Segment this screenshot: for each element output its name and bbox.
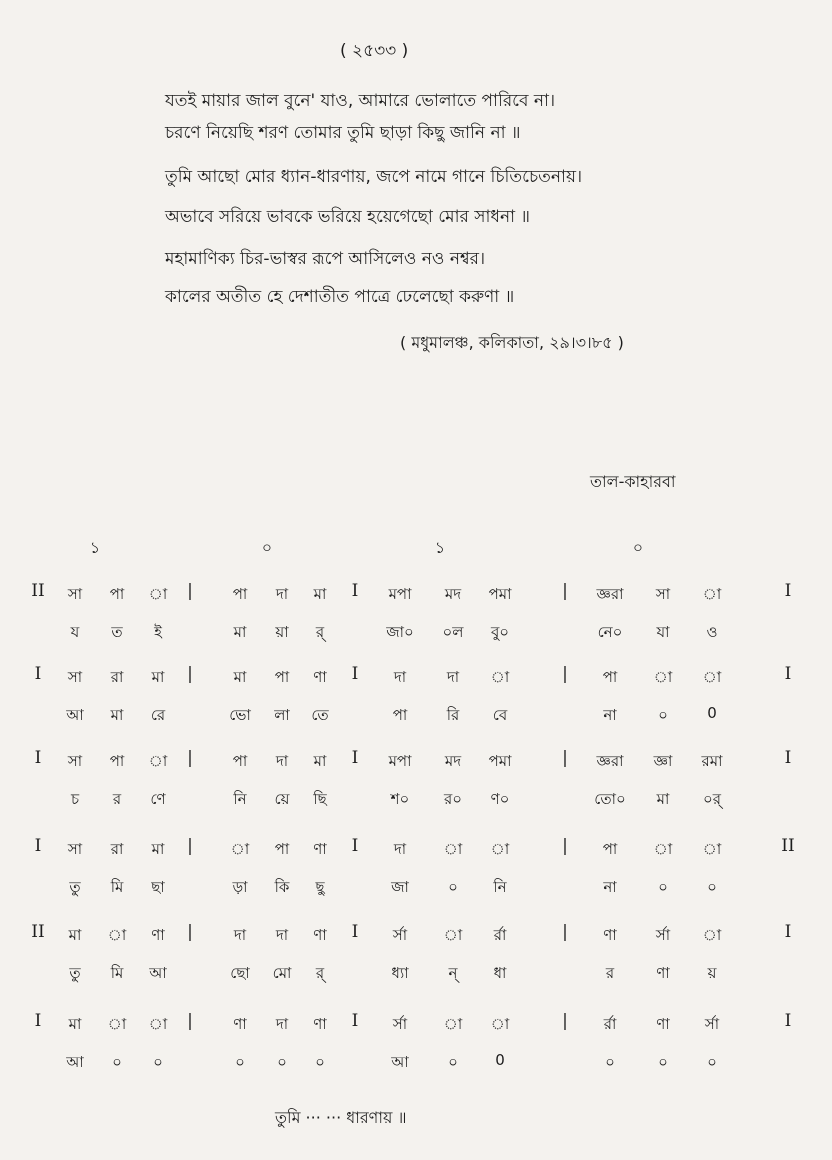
swara-note: া (443, 926, 463, 944)
lyric-syllable: 0 (707, 704, 717, 722)
swara-note: া (230, 840, 250, 858)
swara-note: া (148, 752, 168, 770)
lyric-syllable: বু০ (490, 623, 510, 641)
lyric-syllable: ০ (658, 706, 668, 724)
lyric-syllable: আ (66, 706, 84, 724)
lyric-syllable: ০ (315, 1053, 325, 1071)
lyric-syllable: ছা (151, 878, 165, 896)
swara-note: মপা (388, 752, 412, 770)
bar-line: II (31, 581, 45, 601)
lyric-line: তুমি আছো মোর ধ্যান-ধারণায়, জপে নামে গানে চিতিচেতনায়। (165, 167, 583, 187)
bar-line: I (34, 748, 42, 768)
lyric-line: অভাবে সরিয়ে ভাবকে ভরিয়ে হয়েগেছো মোর সাধনা ॥ (165, 207, 531, 227)
swara-note: মদ (444, 585, 462, 603)
lyric-syllable: য় (707, 964, 717, 982)
closing-line: তুমি ··· ··· ধারণায় ॥ (275, 1108, 407, 1127)
lyric-syllable: র (605, 964, 615, 982)
swara-note: মা (313, 585, 327, 603)
lyric-syllable: ০র্ (702, 790, 722, 808)
bar-line: | (187, 1011, 193, 1031)
swara-note: সা (67, 585, 83, 603)
bar-line: I (34, 836, 42, 856)
lyric-syllable: রি (446, 706, 460, 724)
swara-note: পা (274, 668, 290, 686)
lyric-syllable: পা (392, 706, 408, 724)
beat-marker: ১ (434, 538, 446, 557)
bar-line: I (784, 1011, 792, 1031)
beat-marker: ০ (632, 538, 644, 557)
beat-marker: ১ (89, 538, 101, 557)
bar-line: I (784, 748, 792, 768)
lyric-syllable: র (112, 790, 122, 808)
swara-note: া (653, 668, 673, 686)
lyric-syllable: আ (149, 964, 167, 982)
lyric-syllable: ০ (277, 1053, 287, 1071)
lyric-syllable: য়া (275, 623, 289, 641)
swara-note: র্সা (704, 1015, 720, 1033)
bar-line: II (781, 836, 795, 856)
swara-note: া (653, 840, 673, 858)
lyric-syllable: ছি (313, 790, 327, 808)
swara-note: দা (393, 840, 407, 858)
swara-note: া (148, 1015, 168, 1033)
lyric-syllable: মো (272, 964, 292, 982)
swara-note: জ্ঞরা (596, 752, 624, 770)
bar-line: | (187, 922, 193, 942)
lyric-syllable: ০ (658, 1053, 668, 1071)
lyric-syllable: র্ (315, 964, 325, 982)
bar-line: | (562, 581, 568, 601)
bar-line: | (187, 664, 193, 684)
swara-note: সা (67, 840, 83, 858)
tala-label: তাল-কাহারবা (590, 472, 676, 491)
lyric-syllable: ণ০ (490, 790, 510, 808)
lyric-syllable: য (70, 623, 80, 641)
lyric-syllable: ত (111, 623, 123, 641)
swara-note: রমা (701, 752, 723, 770)
lyric-syllable: ০ (235, 1053, 245, 1071)
lyric-syllable: মি (110, 964, 124, 982)
lyric-syllable: য়ে (274, 790, 290, 808)
swara-note: া (443, 1015, 463, 1033)
lyric-syllable: ০ (658, 878, 668, 896)
swara-note: পা (602, 840, 618, 858)
swara-note: সা (67, 752, 83, 770)
lyric-syllable: ই (154, 623, 162, 641)
lyric-syllable: ছো (230, 964, 250, 982)
lyric-syllable: তু (69, 878, 81, 896)
lyric-syllable: ০ (707, 878, 717, 896)
swara-note: পা (232, 752, 248, 770)
bar-line: II (31, 922, 45, 942)
swara-note: পা (602, 668, 618, 686)
lyric-line: কালের অতীত হে দেশাতীত পাত্রে ঢেলেছো করুণা ॥ (165, 287, 515, 307)
swara-note: সা (655, 585, 671, 603)
swara-note: ণা (313, 1015, 327, 1033)
swara-note: র্সা (655, 926, 671, 944)
lyric-syllable: জা (391, 878, 409, 896)
swara-note: পা (274, 840, 290, 858)
swara-note: র্সা (392, 926, 408, 944)
swara-note: া (443, 840, 463, 858)
lyric-syllable: নি (233, 790, 247, 808)
lyric-syllable: মা (110, 706, 124, 724)
swara-note: মা (68, 1015, 82, 1033)
page-number: ( ২৫৩৩ ) (340, 41, 409, 61)
swara-note: ণা (313, 840, 327, 858)
lyric-syllable: মা (233, 623, 247, 641)
lyric-syllable: নি (493, 878, 507, 896)
bar-line: I (351, 748, 359, 768)
lyric-syllable: ০ (605, 1053, 615, 1071)
swara-note: র্সা (392, 1015, 408, 1033)
lyric-syllable: মি (110, 878, 124, 896)
swara-note: ণা (151, 926, 165, 944)
swara-note: পমা (488, 752, 512, 770)
lyric-line: চরণে নিয়েছি শরণ তোমার তুমি ছাড়া কিছু জানি না ॥ (165, 123, 521, 143)
lyric-syllable: বে (492, 706, 508, 724)
lyric-syllable: না (603, 706, 617, 724)
lyric-line: যতই মায়ার জাল বুনে' যাও, আমারে ভোলাতে পারিবে না। (165, 91, 556, 111)
lyric-syllable: আ (66, 1053, 84, 1071)
lyric-syllable: ণে (150, 790, 166, 808)
bar-line: | (187, 581, 193, 601)
swara-note: দা (275, 1015, 289, 1033)
swara-note: া (490, 840, 510, 858)
swara-note: মা (233, 668, 247, 686)
swara-note: দা (275, 926, 289, 944)
lyric-syllable: র্ (315, 623, 325, 641)
swara-note: ণা (656, 1015, 670, 1033)
lyric-syllable: তো০ (594, 790, 626, 808)
swara-note: জ্ঞরা (596, 585, 624, 603)
lyric-syllable: র০ (443, 790, 463, 808)
swara-note: র্রা (493, 926, 507, 944)
bar-line: I (351, 664, 359, 684)
swara-note: মা (151, 840, 165, 858)
source-citation: ( মধুমালঞ্চ, কলিকাতা, ২৯।৩।৮৫ ) (400, 333, 624, 352)
swara-note: পা (109, 585, 125, 603)
swara-note: মদ (444, 752, 462, 770)
swara-note: া (490, 668, 510, 686)
lyric-syllable: নে০ (597, 623, 623, 641)
swara-note: জ্ঞা (653, 752, 673, 770)
bar-line: | (562, 748, 568, 768)
bar-line: | (187, 836, 193, 856)
lyric-syllable: ন্ (448, 964, 458, 982)
swara-note: া (702, 840, 722, 858)
lyric-syllable: ধা (493, 964, 507, 982)
swara-note: মা (68, 926, 82, 944)
lyric-syllable: লা (274, 706, 290, 724)
bar-line: I (351, 836, 359, 856)
swara-note: মা (313, 752, 327, 770)
swara-note: া (702, 926, 722, 944)
swara-note: দা (233, 926, 247, 944)
lyric-line: মহামাণিক্য চির-ভাস্বর রূপে আসিলেও নও নশ্বর। (165, 249, 486, 269)
swara-note: ণা (233, 1015, 247, 1033)
lyric-syllable: ০ (112, 1053, 122, 1071)
swara-note: রা (110, 840, 124, 858)
lyric-syllable: ও (706, 623, 718, 641)
bar-line: I (351, 581, 359, 601)
bar-line: I (784, 664, 792, 684)
lyric-syllable: ০ (448, 878, 458, 896)
lyric-syllable: ০ (707, 1053, 717, 1071)
bar-line: I (784, 922, 792, 942)
bar-line: | (562, 922, 568, 942)
swara-note: া (107, 926, 127, 944)
swara-note: পা (109, 752, 125, 770)
swara-note: া (107, 1015, 127, 1033)
lyric-syllable: মা (656, 790, 670, 808)
swara-note: া (702, 585, 722, 603)
bar-line: | (562, 1011, 568, 1031)
lyric-syllable: তু (69, 964, 81, 982)
lyric-syllable: ণা (656, 964, 670, 982)
lyric-syllable: ড়া (232, 878, 248, 896)
lyric-syllable: কি (274, 878, 290, 896)
swara-note: ণা (603, 926, 617, 944)
lyric-syllable: না (603, 878, 617, 896)
lyric-syllable: ০ (448, 1053, 458, 1071)
lyric-syllable: আ (391, 1053, 409, 1071)
swara-note: সা (67, 668, 83, 686)
bar-line: I (34, 1011, 42, 1031)
swara-note: ণা (313, 668, 327, 686)
bar-line: I (351, 1011, 359, 1031)
lyric-syllable: রে (150, 706, 166, 724)
bar-line: I (34, 664, 42, 684)
lyric-syllable: চ (70, 790, 80, 808)
swara-note: দা (393, 668, 407, 686)
lyric-syllable: যা (656, 623, 670, 641)
lyric-syllable: ছু (315, 878, 325, 896)
lyric-syllable: ০ল (442, 623, 464, 641)
bar-line: | (187, 748, 193, 768)
lyric-syllable: শ০ (390, 790, 410, 808)
lyric-syllable: ভো (229, 706, 251, 724)
swara-note: দা (446, 668, 460, 686)
bar-line: I (351, 922, 359, 942)
lyric-syllable: ০ (153, 1053, 163, 1071)
swara-note: া (702, 668, 722, 686)
swara-note: া (148, 585, 168, 603)
lyric-syllable: জা০ (386, 623, 414, 641)
swara-note: দা (275, 752, 289, 770)
bar-line: | (562, 836, 568, 856)
swara-note: মপা (388, 585, 412, 603)
lyric-syllable: তে (311, 706, 329, 724)
lyric-syllable: ধ্যা (391, 964, 409, 982)
swara-note: া (490, 1015, 510, 1033)
swara-note: পা (232, 585, 248, 603)
swara-note: ণা (313, 926, 327, 944)
lyric-syllable: 0 (495, 1051, 505, 1069)
swara-note: র্রা (603, 1015, 617, 1033)
bar-line: | (562, 664, 568, 684)
bar-line: I (784, 581, 792, 601)
swara-note: রা (110, 668, 124, 686)
swara-note: পমা (488, 585, 512, 603)
beat-marker: ০ (261, 538, 273, 557)
swara-note: মা (151, 668, 165, 686)
swara-note: দা (275, 585, 289, 603)
